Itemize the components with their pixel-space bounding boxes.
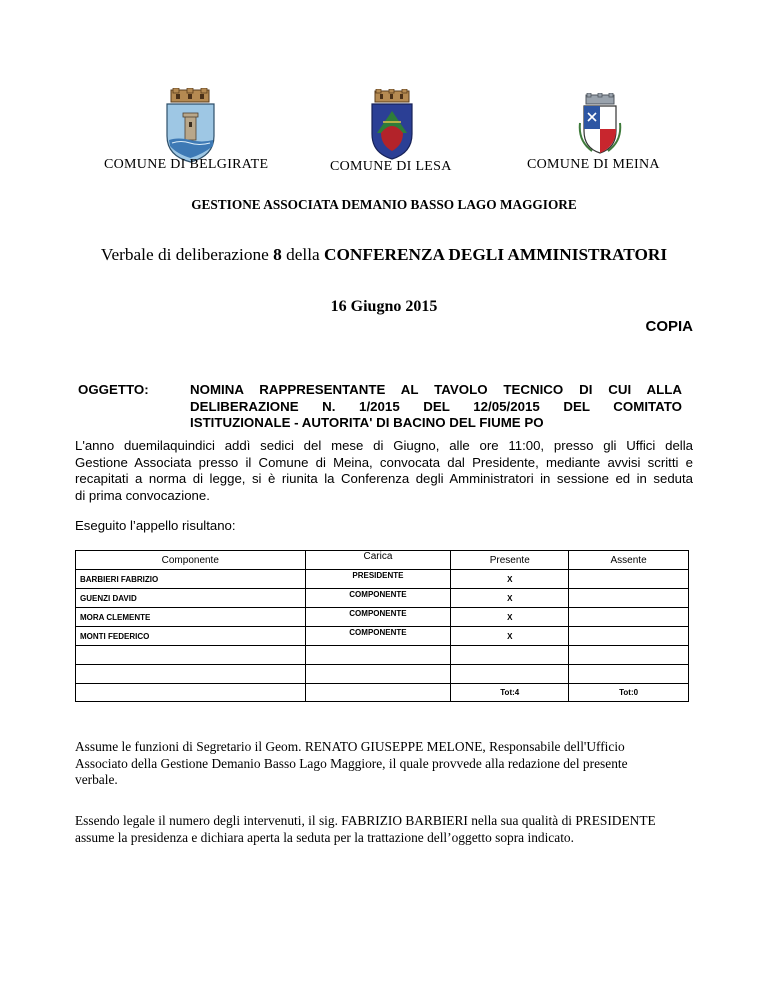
cell-assente (569, 608, 689, 627)
oggetto-line: DELIBERAZIONE N. 1/2015 DEL 12/05/2015 DEL COMITATO (190, 398, 682, 414)
cell-carica (305, 646, 451, 665)
cell-componente (76, 665, 306, 684)
cell-carica (305, 665, 451, 684)
cell-assente (569, 646, 689, 665)
cell-assente (569, 665, 689, 684)
oggetto-line: NOMINA RAPPRESENTANTE AL TAVOLO TECNICO DI CUI ALLA (190, 382, 682, 397)
presidenza-line: Essendo legale il numero degli intervenuti, il sig. FABRIZIO BARBIERI nella sua qualità di PRESIDENTE (75, 813, 656, 828)
total-assente: Tot:0 (569, 684, 689, 702)
cell-presente: X (451, 589, 569, 608)
meina-coat-of-arms-icon (578, 93, 622, 160)
cell-carica: COMPONENTE (305, 608, 451, 627)
segretario-line: verbale. (75, 772, 118, 787)
intro-paragraph (75, 438, 693, 504)
presidenza-paragraph (75, 813, 715, 846)
cell-carica: PRESIDENTE (305, 570, 451, 589)
presidenza-line: assume la presidenza e dichiara aperta la seduta per la trattazione dell’oggetto sopra indicato. (75, 829, 574, 845)
cell-presente: X (451, 570, 569, 589)
table-row (76, 665, 689, 684)
segretario-line: Assume le funzioni di Segretario il Geom. RENATO GIUSEPPE MELONE, Responsabile dell'Ufficio (75, 739, 625, 754)
oggetto-text (190, 382, 682, 432)
intro-line: Gestione Associata presso il Comune di Meina, convocata dal Presidente, mediante avvisi scritti e (75, 454, 693, 470)
attendance-table (75, 550, 689, 702)
cell-assente (569, 627, 689, 646)
cell-presente: X (451, 608, 569, 627)
verbale-number: 8 (273, 245, 282, 264)
table-row (76, 589, 689, 608)
cell-assente (569, 589, 689, 608)
table-row (76, 646, 689, 665)
cell-componente: MORA CLEMENTE (76, 608, 306, 627)
oggetto-line: ISTITUZIONALE - AUTORITA' DI BACINO DEL FIUME PO (190, 415, 544, 430)
intro-line: L'anno duemilaquindici addì sedici del mese di Giugno, alle ore 11:00, presso gli Uffici della (75, 438, 693, 453)
cell-componente: MONTI FEDERICO (76, 627, 306, 646)
copia-label: COPIA (645, 318, 693, 335)
verbale-organ: CONFERENZA DEGLI AMMINISTRATORI (324, 245, 668, 264)
total-presente: Tot:4 (451, 684, 569, 702)
table-row (76, 570, 689, 589)
cell-carica: COMPONENTE (305, 627, 451, 646)
header-componente: Componente (76, 551, 306, 570)
verbale-prefix: Verbale di deliberazione (100, 245, 274, 264)
header-assente: Assente (569, 551, 689, 570)
cell-presente (451, 646, 569, 665)
meeting-date: 16 Giugno 2015 (330, 298, 438, 315)
oggetto-label: OGGETTO: (78, 382, 149, 397)
gestione-title: GESTIONE ASSOCIATA DEMANIO BASSO LAGO MAGGIORE (191, 197, 577, 212)
verbale-title (0, 245, 768, 265)
cell-componente: GUENZI DAVID (76, 589, 306, 608)
cell-presente: X (451, 627, 569, 646)
table-row (76, 608, 689, 627)
comune-belgirate-label: COMUNE DI BELGIRATE (104, 157, 269, 172)
intro-line: di prima convocazione. (75, 487, 210, 503)
cell-presente (451, 665, 569, 684)
verbale-middle: della (281, 245, 324, 264)
belgirate-coat-of-arms-icon (163, 88, 218, 168)
cell-componente (76, 646, 306, 665)
comune-lesa-label: COMUNE DI LESA (330, 159, 452, 174)
intro-line: recapitati a norma di legge, si è riunita la Conferenza degli Amministratori in sessione ed in seduta (75, 471, 693, 487)
cell-carica: COMPONENTE (305, 589, 451, 608)
comune-meina-label: COMUNE DI MEINA (527, 157, 660, 172)
cell-assente (569, 570, 689, 589)
table-totals-row (76, 684, 689, 702)
segretario-paragraph (75, 739, 715, 789)
lesa-coat-of-arms-icon (369, 89, 415, 166)
table-row (76, 627, 689, 646)
segretario-line: Associato della Gestione Demanio Basso Lago Maggiore, il quale provvede alla redazione del presente (75, 755, 628, 771)
header-presente: Presente (451, 551, 569, 570)
cell-empty (76, 684, 306, 702)
header-carica: Carica (305, 551, 451, 570)
cell-componente: BARBIERI FABRIZIO (76, 570, 306, 589)
table-header-row (76, 551, 689, 570)
appello-text: Eseguito l’appello risultano: (75, 518, 236, 533)
cell-empty (305, 684, 451, 702)
